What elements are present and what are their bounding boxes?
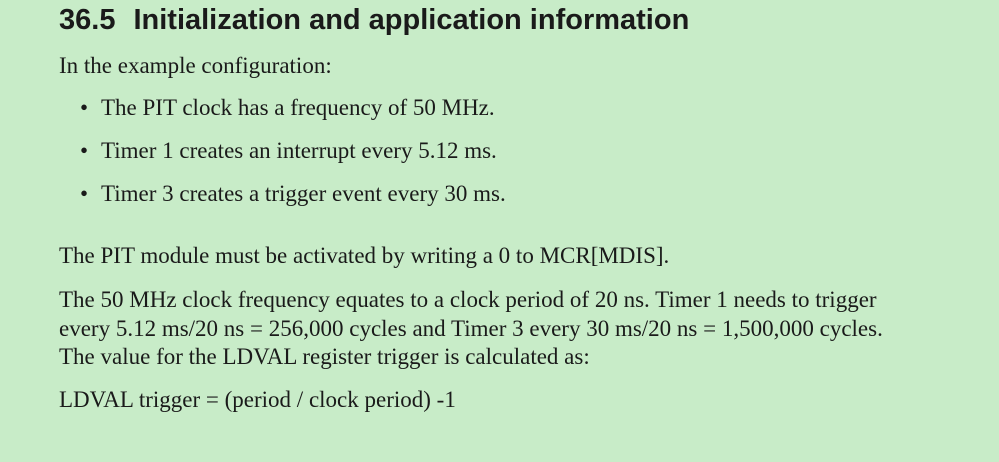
intro-text: In the example configuration: <box>59 53 332 78</box>
list-item <box>80 94 506 122</box>
bullet-icon: • <box>80 95 89 120</box>
calculation-paragraph <box>59 286 883 372</box>
configuration-list <box>80 94 506 223</box>
bullet-icon: • <box>80 138 89 163</box>
section-heading <box>59 2 689 38</box>
section-title: Initialization and application information <box>133 4 690 36</box>
list-item-text: Timer 1 creates an interrupt every 5.12 ms. <box>101 138 497 163</box>
list-item <box>80 180 506 208</box>
calculation-line: The 50 MHz clock frequency equates to a clock period of 20 ns. Timer 1 needs to trigger <box>59 287 877 312</box>
list-item-text: Timer 3 creates a trigger event every 30 ms. <box>101 181 506 206</box>
section-number: 36.5 <box>59 4 116 36</box>
list-item-text: The PIT clock has a frequency of 50 MHz. <box>101 95 495 120</box>
bullet-icon: • <box>80 181 89 206</box>
calculation-line: every 5.12 ms/20 ns = 256,000 cycles and Timer 3 every 30 ms/20 ns = 1,500,000 cycles. <box>59 315 883 341</box>
calculation-line: The value for the LDVAL register trigger is calculated as: <box>59 344 590 369</box>
ldval-formula: LDVAL trigger = (period / clock period) -1 <box>59 387 456 412</box>
activation-paragraph: The PIT module must be activated by writing a 0 to MCR[MDIS]. <box>59 243 670 268</box>
list-item <box>80 137 506 165</box>
